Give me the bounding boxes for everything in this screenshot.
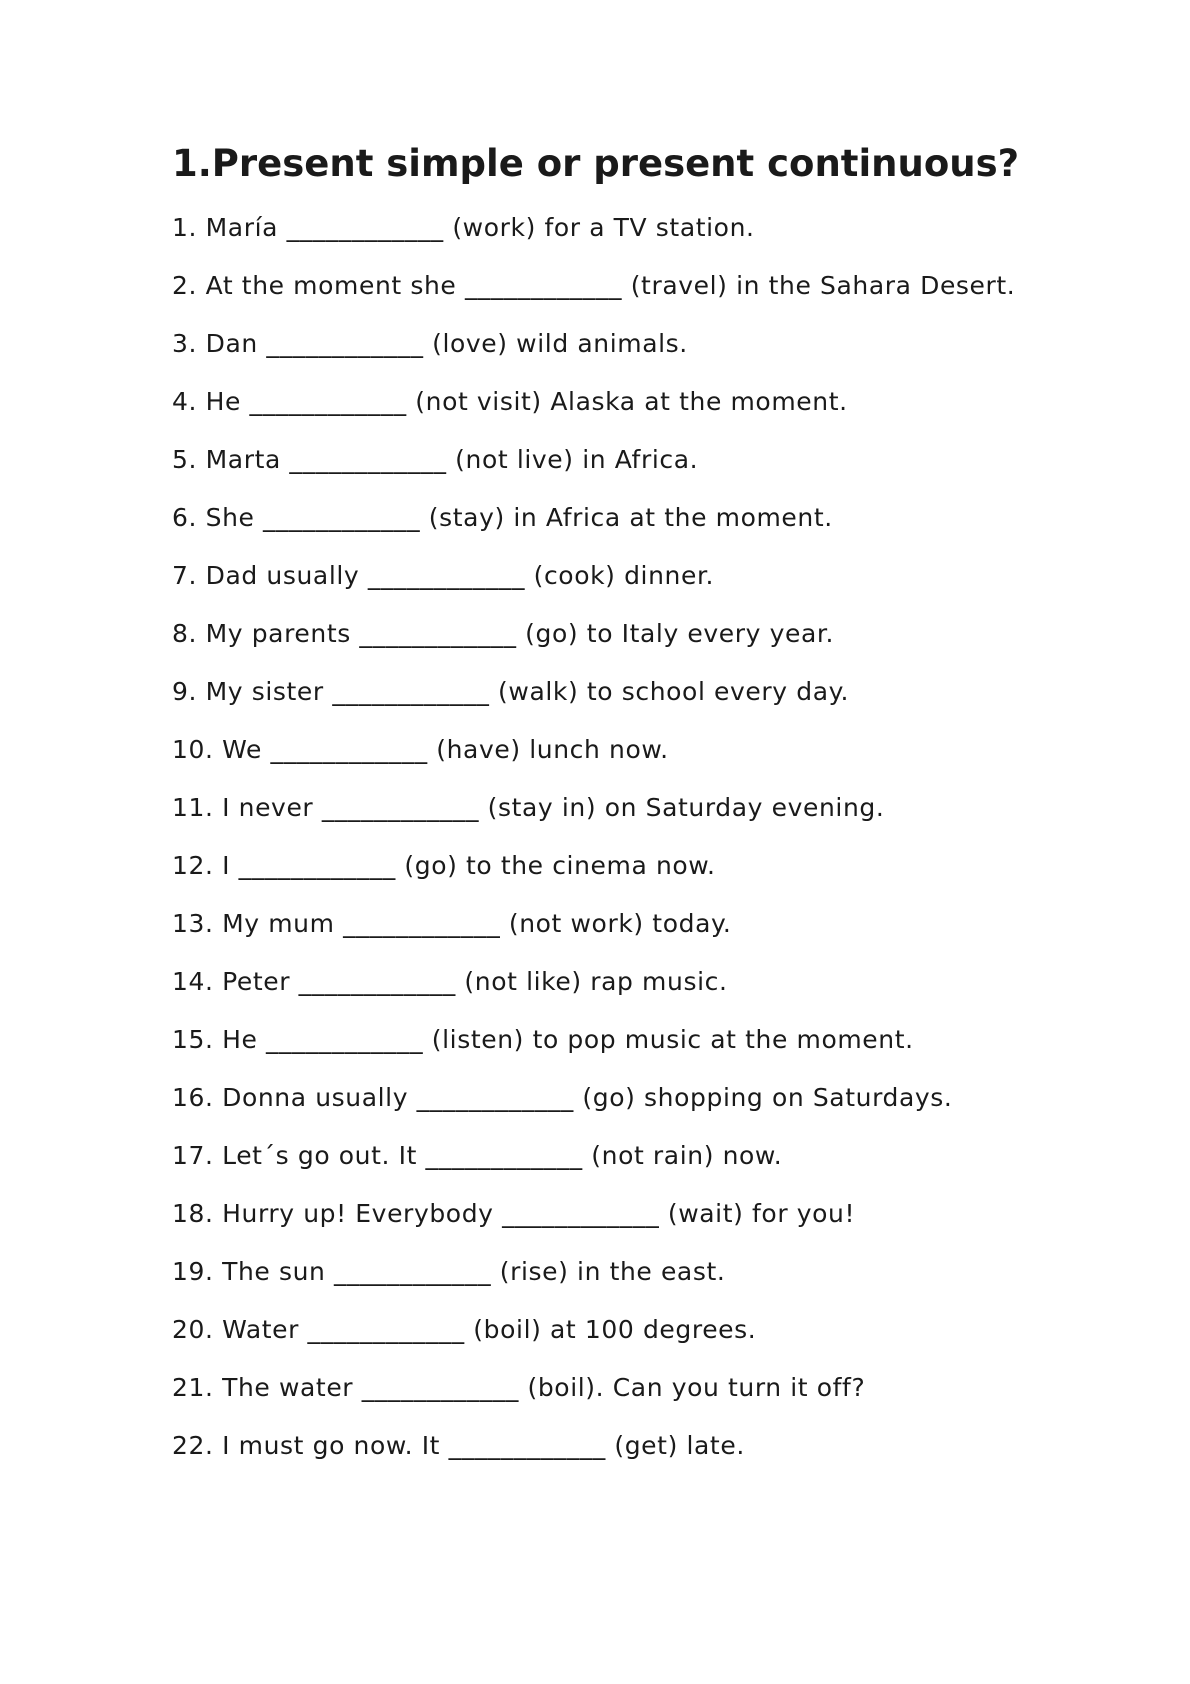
worksheet-title: 1.Present simple or present continuous? [172, 142, 1020, 185]
exercise-item-14: 14. Peter ____________ (not like) rap music. [172, 967, 728, 996]
exercise-item-9: 9. My sister ____________ (walk) to school every day. [172, 677, 849, 706]
exercise-item-20: 20. Water ____________ (boil) at 100 degrees. [172, 1315, 757, 1344]
exercise-list [172, 212, 1072, 1461]
exercise-item-15: 15. He ____________ (listen) to pop music at the moment. [172, 1025, 914, 1054]
exercise-item-11: 11. I never ____________ (stay in) on Saturday evening. [172, 793, 885, 822]
exercise-item-1: 1. María ____________ (work) for a TV station. [172, 213, 755, 242]
exercise-item-2: 2. At the moment she ____________ (travel) in the Sahara Desert. [172, 271, 1016, 300]
worksheet-page [172, 140, 1072, 1488]
exercise-item-21: 21. The water ____________ (boil). Can you turn it off? [172, 1373, 866, 1402]
exercise-item-8: 8. My parents ____________ (go) to Italy every year. [172, 619, 835, 648]
exercise-item-18: 18. Hurry up! Everybody ____________ (wait) for you! [172, 1199, 856, 1228]
exercise-item-12: 12. I ____________ (go) to the cinema now. [172, 851, 716, 880]
exercise-item-17: 17. Let´s go out. It ____________ (not rain) now. [172, 1141, 783, 1170]
exercise-item-10: 10. We ____________ (have) lunch now. [172, 735, 669, 764]
exercise-item-16: 16. Donna usually ____________ (go) shopping on Saturdays. [172, 1083, 953, 1112]
exercise-item-4: 4. He ____________ (not visit) Alaska at the moment. [172, 387, 848, 416]
exercise-item-22: 22. I must go now. It ____________ (get) late. [172, 1431, 745, 1460]
exercise-item-5: 5. Marta ____________ (not live) in Africa. [172, 445, 699, 474]
exercise-item-7: 7. Dad usually ____________ (cook) dinner. [172, 561, 715, 590]
exercise-item-13: 13. My mum ____________ (not work) today. [172, 909, 732, 938]
exercise-item-3: 3. Dan ____________ (love) wild animals. [172, 329, 688, 358]
exercise-item-6: 6. She ____________ (stay) in Africa at the moment. [172, 503, 833, 532]
exercise-item-19: 19. The sun ____________ (rise) in the east. [172, 1257, 726, 1286]
